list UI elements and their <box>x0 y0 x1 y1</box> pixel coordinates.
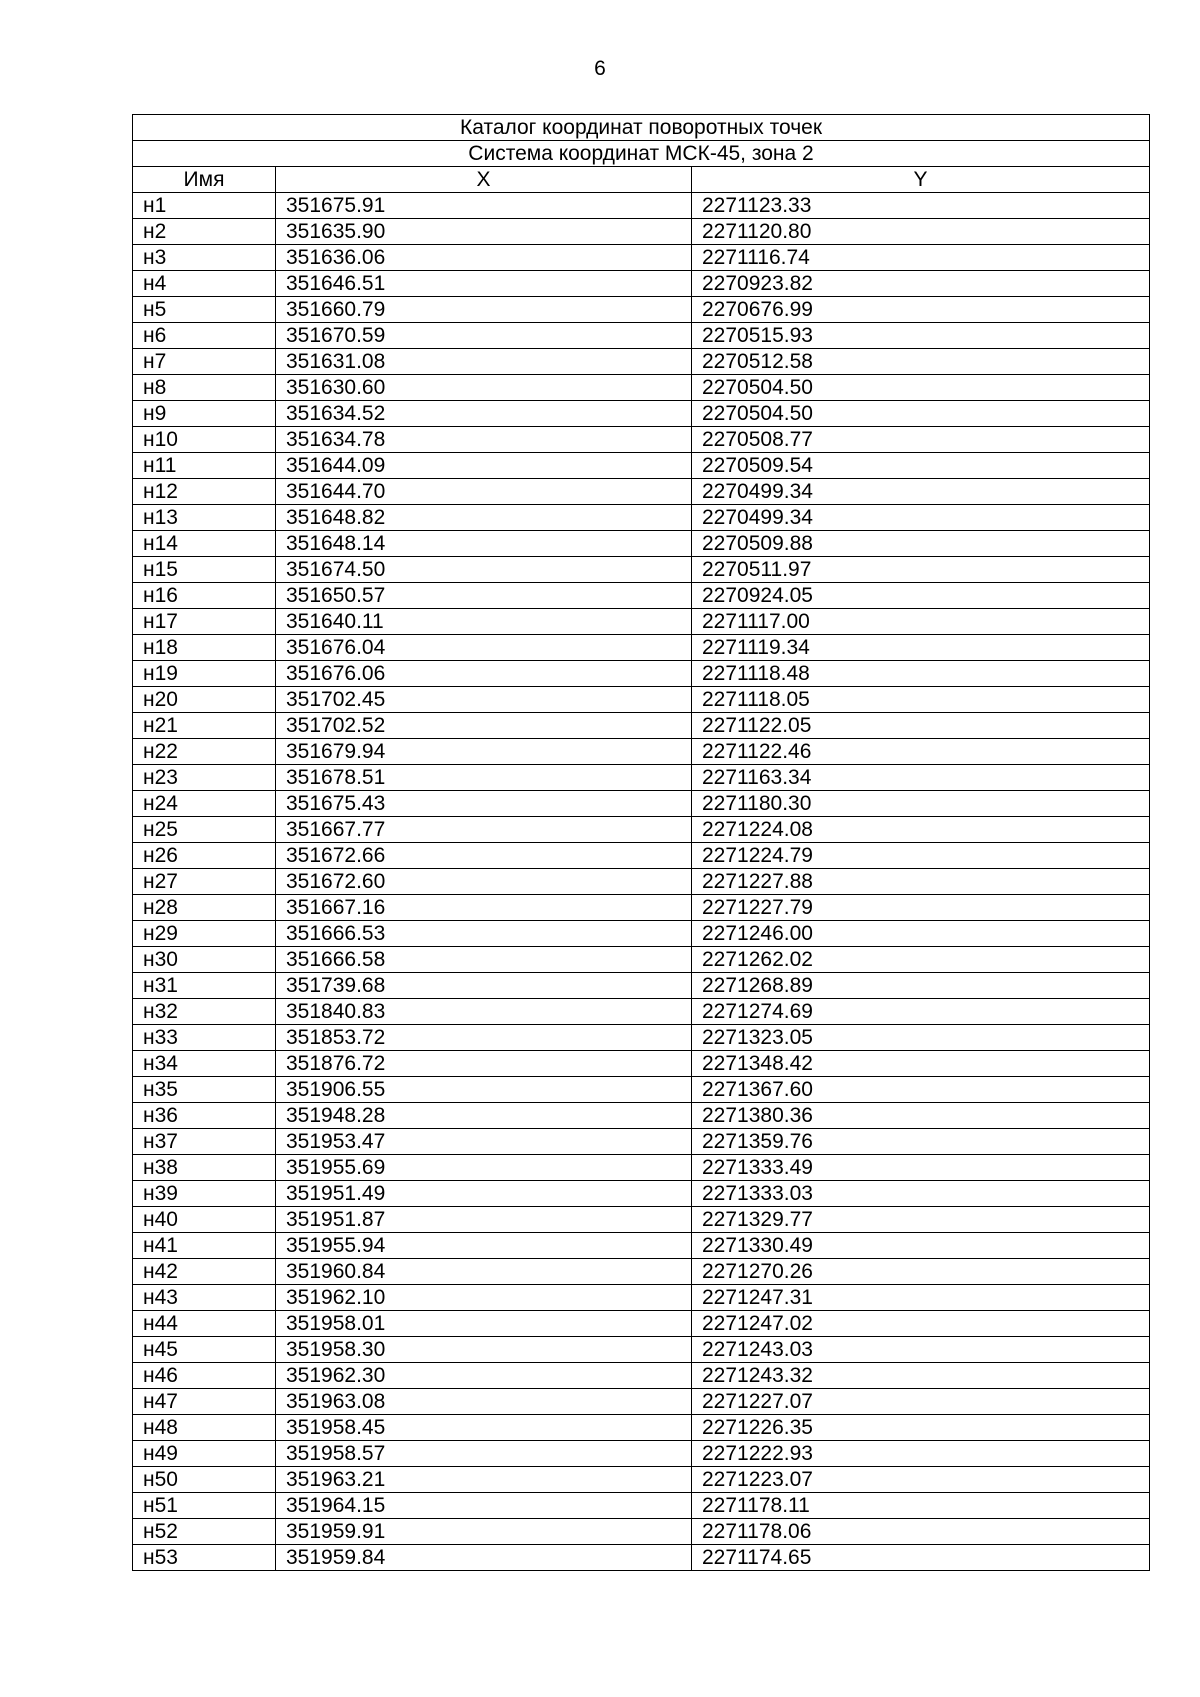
y-coordinate-cell: 2271333.03 <box>692 1181 1150 1207</box>
x-coordinate-cell: 351955.94 <box>276 1233 692 1259</box>
table-row <box>133 349 1150 375</box>
x-coordinate-cell: 351644.70 <box>276 479 692 505</box>
table-row <box>133 973 1150 999</box>
y-coordinate-cell: 2271122.46 <box>692 739 1150 765</box>
point-name-cell: н12 <box>133 479 276 505</box>
y-coordinate-cell: 2271223.07 <box>692 1467 1150 1493</box>
x-coordinate-cell: 351667.77 <box>276 817 692 843</box>
table-row <box>133 1415 1150 1441</box>
y-coordinate-cell: 2271268.89 <box>692 973 1150 999</box>
x-coordinate-cell: 351646.51 <box>276 271 692 297</box>
table-row <box>133 557 1150 583</box>
point-name-cell: н16 <box>133 583 276 609</box>
y-coordinate-cell: 2271117.00 <box>692 609 1150 635</box>
point-name-cell: н17 <box>133 609 276 635</box>
coordinates-catalog-table <box>132 114 1150 1571</box>
table-row <box>133 1467 1150 1493</box>
point-name-cell: н8 <box>133 375 276 401</box>
y-coordinate-cell: 2270512.58 <box>692 349 1150 375</box>
x-coordinate-cell: 351644.09 <box>276 453 692 479</box>
y-coordinate-cell: 2270499.34 <box>692 505 1150 531</box>
point-name-cell: н47 <box>133 1389 276 1415</box>
table-row <box>133 1051 1150 1077</box>
point-name-cell: н25 <box>133 817 276 843</box>
table-row <box>133 687 1150 713</box>
table-row <box>133 297 1150 323</box>
y-coordinate-cell: 2271122.05 <box>692 713 1150 739</box>
y-coordinate-cell: 2271119.34 <box>692 635 1150 661</box>
page-number: 6 <box>594 57 606 80</box>
y-coordinate-cell: 2270504.50 <box>692 401 1150 427</box>
point-name-cell: н36 <box>133 1103 276 1129</box>
x-coordinate-cell: 351876.72 <box>276 1051 692 1077</box>
x-coordinate-cell: 351948.28 <box>276 1103 692 1129</box>
table-row <box>133 427 1150 453</box>
y-coordinate-cell: 2271118.05 <box>692 687 1150 713</box>
table-row <box>133 1077 1150 1103</box>
table-row <box>133 1103 1150 1129</box>
point-name-cell: н31 <box>133 973 276 999</box>
x-coordinate-cell: 351678.51 <box>276 765 692 791</box>
table-row <box>133 1519 1150 1545</box>
x-coordinate-cell: 351650.57 <box>276 583 692 609</box>
y-coordinate-cell: 2271222.93 <box>692 1441 1150 1467</box>
point-name-cell: н15 <box>133 557 276 583</box>
point-name-cell: н38 <box>133 1155 276 1181</box>
x-coordinate-cell: 351648.82 <box>276 505 692 531</box>
table-row <box>133 453 1150 479</box>
x-coordinate-cell: 351958.01 <box>276 1311 692 1337</box>
point-name-cell: н35 <box>133 1077 276 1103</box>
x-coordinate-cell: 351666.53 <box>276 921 692 947</box>
table-row <box>133 765 1150 791</box>
point-name-cell: н6 <box>133 323 276 349</box>
x-coordinate-cell: 351958.45 <box>276 1415 692 1441</box>
table-row <box>133 1155 1150 1181</box>
y-coordinate-cell: 2270676.99 <box>692 297 1150 323</box>
y-coordinate-cell: 2270515.93 <box>692 323 1150 349</box>
point-name-cell: н40 <box>133 1207 276 1233</box>
point-name-cell: н7 <box>133 349 276 375</box>
point-name-cell: н52 <box>133 1519 276 1545</box>
point-name-cell: н26 <box>133 843 276 869</box>
y-coordinate-cell: 2271243.03 <box>692 1337 1150 1363</box>
point-name-cell: н42 <box>133 1259 276 1285</box>
point-name-cell: н43 <box>133 1285 276 1311</box>
header-x: X <box>276 167 692 193</box>
point-name-cell: н10 <box>133 427 276 453</box>
y-coordinate-cell: 2271262.02 <box>692 947 1150 973</box>
table-row <box>133 1363 1150 1389</box>
table-row <box>133 193 1150 219</box>
x-coordinate-cell: 351648.14 <box>276 531 692 557</box>
y-coordinate-cell: 2271116.74 <box>692 245 1150 271</box>
table-title: Каталог координат поворотных точек <box>133 115 1150 141</box>
x-coordinate-cell: 351840.83 <box>276 999 692 1025</box>
table-row <box>133 739 1150 765</box>
y-coordinate-cell: 2270923.82 <box>692 271 1150 297</box>
y-coordinate-cell: 2271163.34 <box>692 765 1150 791</box>
x-coordinate-cell: 351672.60 <box>276 869 692 895</box>
x-coordinate-cell: 351953.47 <box>276 1129 692 1155</box>
table-row <box>133 505 1150 531</box>
table-row <box>133 817 1150 843</box>
table-row <box>133 1129 1150 1155</box>
table-row <box>133 791 1150 817</box>
point-name-cell: н49 <box>133 1441 276 1467</box>
y-coordinate-cell: 2271226.35 <box>692 1415 1150 1441</box>
y-coordinate-cell: 2271333.49 <box>692 1155 1150 1181</box>
x-coordinate-cell: 351702.52 <box>276 713 692 739</box>
y-coordinate-cell: 2271224.08 <box>692 817 1150 843</box>
x-coordinate-cell: 351951.49 <box>276 1181 692 1207</box>
point-name-cell: н20 <box>133 687 276 713</box>
point-name-cell: н27 <box>133 869 276 895</box>
table-row <box>133 219 1150 245</box>
table-row <box>133 609 1150 635</box>
y-coordinate-cell: 2271330.49 <box>692 1233 1150 1259</box>
point-name-cell: н39 <box>133 1181 276 1207</box>
x-coordinate-cell: 351676.04 <box>276 635 692 661</box>
point-name-cell: н19 <box>133 661 276 687</box>
y-coordinate-cell: 2271246.00 <box>692 921 1150 947</box>
point-name-cell: н23 <box>133 765 276 791</box>
table-row <box>133 323 1150 349</box>
y-coordinate-cell: 2271178.06 <box>692 1519 1150 1545</box>
y-coordinate-cell: 2271227.79 <box>692 895 1150 921</box>
table-row <box>133 479 1150 505</box>
point-name-cell: н30 <box>133 947 276 973</box>
x-coordinate-cell: 351631.08 <box>276 349 692 375</box>
x-coordinate-cell: 351955.69 <box>276 1155 692 1181</box>
x-coordinate-cell: 351962.30 <box>276 1363 692 1389</box>
table-row <box>133 531 1150 557</box>
point-name-cell: н37 <box>133 1129 276 1155</box>
x-coordinate-cell: 351636.06 <box>276 245 692 271</box>
x-coordinate-cell: 351964.15 <box>276 1493 692 1519</box>
header-name: Имя <box>133 167 276 193</box>
point-name-cell: н41 <box>133 1233 276 1259</box>
table-row <box>133 1337 1150 1363</box>
y-coordinate-cell: 2271329.77 <box>692 1207 1150 1233</box>
table-row <box>133 1207 1150 1233</box>
point-name-cell: н9 <box>133 401 276 427</box>
point-name-cell: н51 <box>133 1493 276 1519</box>
table-row <box>133 947 1150 973</box>
table-row <box>133 999 1150 1025</box>
y-coordinate-cell: 2270509.54 <box>692 453 1150 479</box>
x-coordinate-cell: 351634.78 <box>276 427 692 453</box>
table-row <box>133 1493 1150 1519</box>
point-name-cell: н46 <box>133 1363 276 1389</box>
point-name-cell: н50 <box>133 1467 276 1493</box>
point-name-cell: н22 <box>133 739 276 765</box>
table-row <box>133 843 1150 869</box>
point-name-cell: н28 <box>133 895 276 921</box>
y-coordinate-cell: 2270499.34 <box>692 479 1150 505</box>
x-coordinate-cell: 351959.84 <box>276 1545 692 1571</box>
table-row <box>133 1233 1150 1259</box>
y-coordinate-cell: 2271380.36 <box>692 1103 1150 1129</box>
point-name-cell: н21 <box>133 713 276 739</box>
header-y: Y <box>692 167 1150 193</box>
x-coordinate-cell: 351963.21 <box>276 1467 692 1493</box>
y-coordinate-cell: 2271224.79 <box>692 843 1150 869</box>
y-coordinate-cell: 2270509.88 <box>692 531 1150 557</box>
y-coordinate-cell: 2271274.69 <box>692 999 1150 1025</box>
table-row <box>133 401 1150 427</box>
point-name-cell: н13 <box>133 505 276 531</box>
point-name-cell: н11 <box>133 453 276 479</box>
x-coordinate-cell: 351963.08 <box>276 1389 692 1415</box>
table-row <box>133 271 1150 297</box>
point-name-cell: н48 <box>133 1415 276 1441</box>
y-coordinate-cell: 2271243.32 <box>692 1363 1150 1389</box>
y-coordinate-cell: 2271178.11 <box>692 1493 1150 1519</box>
point-name-cell: н1 <box>133 193 276 219</box>
point-name-cell: н18 <box>133 635 276 661</box>
x-coordinate-cell: 351739.68 <box>276 973 692 999</box>
point-name-cell: н14 <box>133 531 276 557</box>
y-coordinate-cell: 2270924.05 <box>692 583 1150 609</box>
y-coordinate-cell: 2270511.97 <box>692 557 1150 583</box>
y-coordinate-cell: 2271227.88 <box>692 869 1150 895</box>
y-coordinate-cell: 2271247.02 <box>692 1311 1150 1337</box>
table-row <box>133 375 1150 401</box>
y-coordinate-cell: 2270508.77 <box>692 427 1150 453</box>
table-row <box>133 1441 1150 1467</box>
x-coordinate-cell: 351635.90 <box>276 219 692 245</box>
y-coordinate-cell: 2271180.30 <box>692 791 1150 817</box>
y-coordinate-cell: 2271123.33 <box>692 193 1150 219</box>
table-row <box>133 1285 1150 1311</box>
x-coordinate-cell: 351660.79 <box>276 297 692 323</box>
table-subtitle: Система координат МСК-45, зона 2 <box>133 141 1150 167</box>
x-coordinate-cell: 351670.59 <box>276 323 692 349</box>
point-name-cell: н24 <box>133 791 276 817</box>
x-coordinate-cell: 351674.50 <box>276 557 692 583</box>
point-name-cell: н32 <box>133 999 276 1025</box>
table-row <box>133 895 1150 921</box>
x-coordinate-cell: 351679.94 <box>276 739 692 765</box>
table-row <box>133 1259 1150 1285</box>
y-coordinate-cell: 2271174.65 <box>692 1545 1150 1571</box>
x-coordinate-cell: 351672.66 <box>276 843 692 869</box>
x-coordinate-cell: 351702.45 <box>276 687 692 713</box>
y-coordinate-cell: 2271359.76 <box>692 1129 1150 1155</box>
table-row <box>133 1025 1150 1051</box>
y-coordinate-cell: 2271323.05 <box>692 1025 1150 1051</box>
point-name-cell: н4 <box>133 271 276 297</box>
y-coordinate-cell: 2271367.60 <box>692 1077 1150 1103</box>
point-name-cell: н44 <box>133 1311 276 1337</box>
x-coordinate-cell: 351675.43 <box>276 791 692 817</box>
table-row <box>133 583 1150 609</box>
x-coordinate-cell: 351958.57 <box>276 1441 692 1467</box>
table-row <box>133 1545 1150 1571</box>
x-coordinate-cell: 351667.16 <box>276 895 692 921</box>
x-coordinate-cell: 351960.84 <box>276 1259 692 1285</box>
point-name-cell: н3 <box>133 245 276 271</box>
x-coordinate-cell: 351906.55 <box>276 1077 692 1103</box>
point-name-cell: н5 <box>133 297 276 323</box>
x-coordinate-cell: 351634.52 <box>276 401 692 427</box>
x-coordinate-cell: 351958.30 <box>276 1337 692 1363</box>
y-coordinate-cell: 2271120.80 <box>692 219 1150 245</box>
table-row <box>133 1389 1150 1415</box>
table-row <box>133 635 1150 661</box>
point-name-cell: н53 <box>133 1545 276 1571</box>
table-row <box>133 921 1150 947</box>
x-coordinate-cell: 351666.58 <box>276 947 692 973</box>
y-coordinate-cell: 2271247.31 <box>692 1285 1150 1311</box>
point-name-cell: н34 <box>133 1051 276 1077</box>
x-coordinate-cell: 351640.11 <box>276 609 692 635</box>
table-row <box>133 1311 1150 1337</box>
y-coordinate-cell: 2271348.42 <box>692 1051 1150 1077</box>
y-coordinate-cell: 2271270.26 <box>692 1259 1150 1285</box>
table-row <box>133 661 1150 687</box>
x-coordinate-cell: 351853.72 <box>276 1025 692 1051</box>
point-name-cell: н45 <box>133 1337 276 1363</box>
x-coordinate-cell: 351675.91 <box>276 193 692 219</box>
table-body <box>133 193 1150 1571</box>
y-coordinate-cell: 2271227.07 <box>692 1389 1150 1415</box>
table-row <box>133 1181 1150 1207</box>
table-row <box>133 245 1150 271</box>
table-row <box>133 869 1150 895</box>
point-name-cell: н2 <box>133 219 276 245</box>
table-row <box>133 713 1150 739</box>
x-coordinate-cell: 351676.06 <box>276 661 692 687</box>
y-coordinate-cell: 2270504.50 <box>692 375 1150 401</box>
y-coordinate-cell: 2271118.48 <box>692 661 1150 687</box>
x-coordinate-cell: 351951.87 <box>276 1207 692 1233</box>
point-name-cell: н29 <box>133 921 276 947</box>
x-coordinate-cell: 351962.10 <box>276 1285 692 1311</box>
x-coordinate-cell: 351959.91 <box>276 1519 692 1545</box>
x-coordinate-cell: 351630.60 <box>276 375 692 401</box>
point-name-cell: н33 <box>133 1025 276 1051</box>
